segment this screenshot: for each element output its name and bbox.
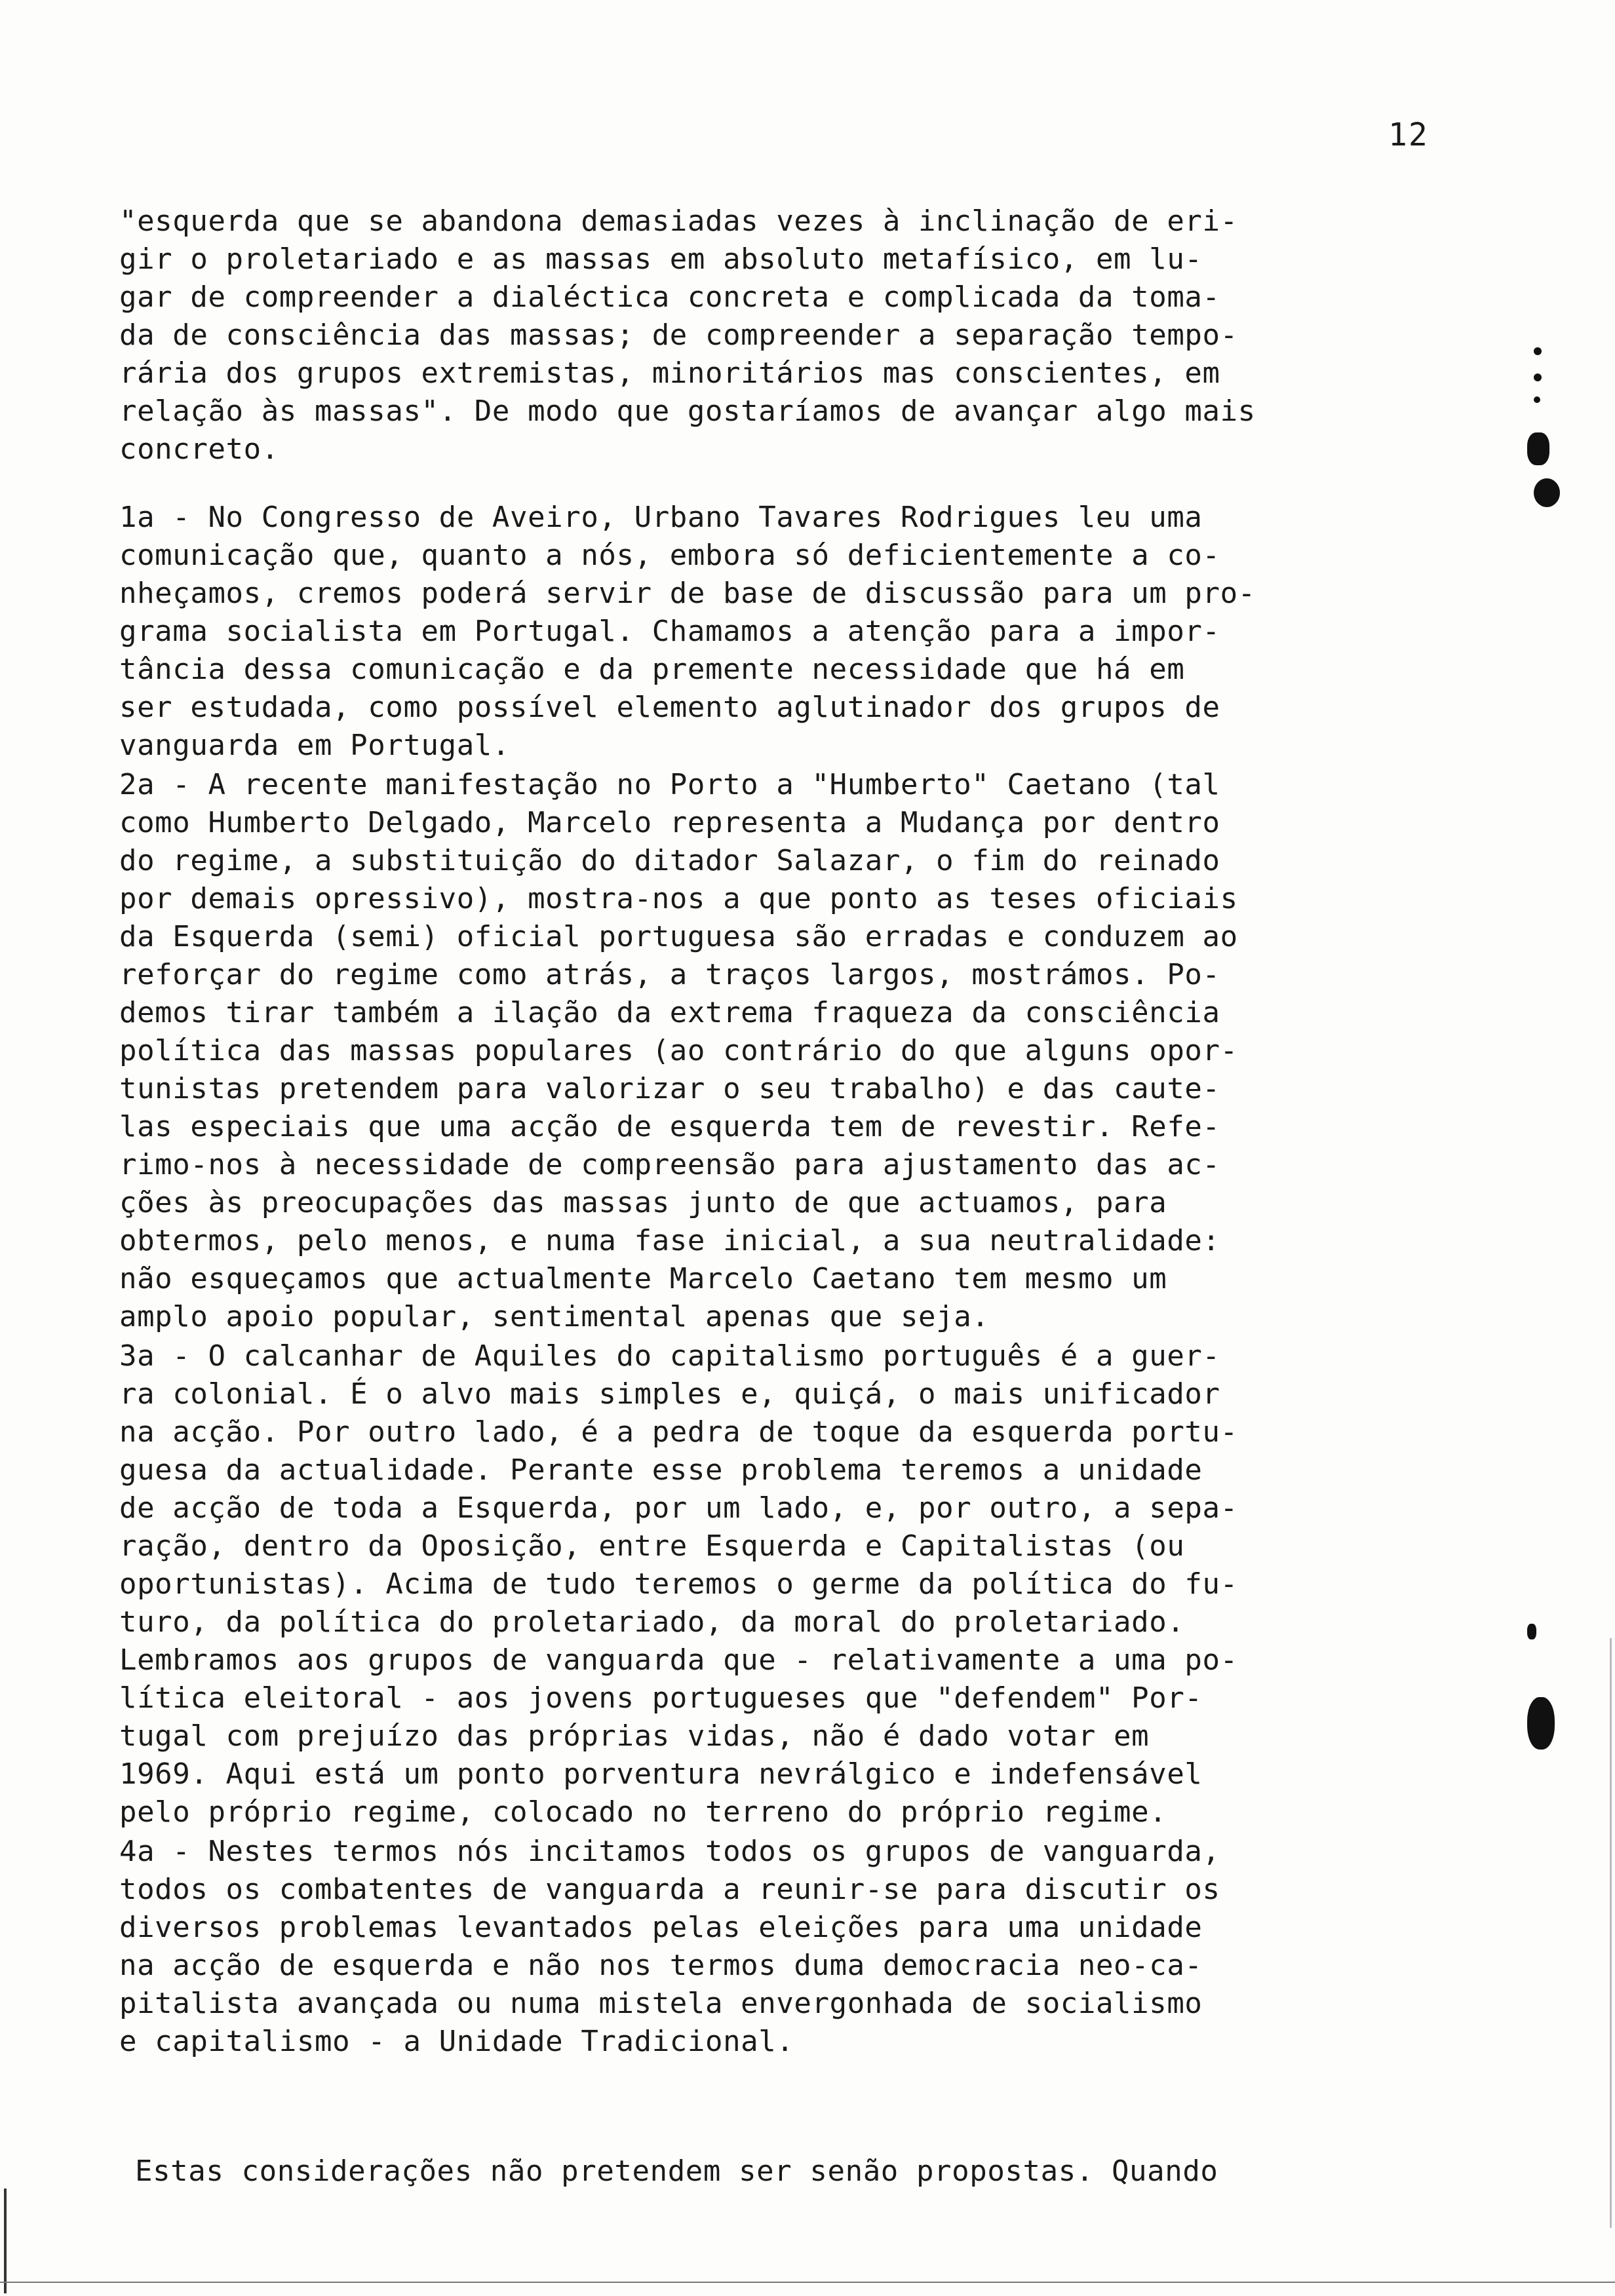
text-line: oportunistas). Acima de tudo teremos o germe da política do fu- (119, 1567, 1238, 1601)
text-line: gar de compreender a dialéctica concreta e complicada da toma- (119, 280, 1220, 314)
text-line: concreto. (119, 432, 279, 466)
text-line: do regime, a substituição do ditador Salazar, o fim do reinado (119, 844, 1220, 877)
text-line: da de consciência das massas; de compreender a separação tempo- (119, 318, 1238, 352)
text-line: rimo-nos à necessidade de compreensão para ajustamento das ac- (119, 1148, 1220, 1181)
punch-hole-mark (1534, 396, 1540, 403)
page-number: 12 (1388, 117, 1429, 153)
text-line: 2a - A recente manifestação no Porto a "Humberto" Caetano (tal (119, 768, 1220, 801)
text-line: reforçar do regime como atrás, a traços largos, mostrámos. Po- (119, 958, 1220, 991)
text-line: 3a - O calcanhar de Aquiles do capitalismo português é a guer- (119, 1339, 1220, 1373)
text-line: rária dos grupos extremistas, minoritários mas conscientes, em (119, 356, 1220, 390)
text-line: ções às preocupações das massas junto de que actuamos, para (119, 1186, 1167, 1219)
text-line: política das massas populares (ao contrário do que alguns opor- (119, 1034, 1238, 1067)
text-line: amplo apoio popular, sentimental apenas que seja. (119, 1300, 990, 1333)
punch-hole-mark (1527, 1697, 1555, 1750)
text-line: da Esquerda (semi) oficial portuguesa são erradas e conduzem ao (119, 920, 1238, 953)
text-line: 4a - Nestes termos nós incitamos todos os grupos de vanguarda, (119, 1835, 1220, 1868)
text-line: Lembramos aos grupos de vanguarda que - relativamente a uma po- (119, 1643, 1238, 1677)
text-line: guesa da actualidade. Perante esse problema teremos a unidade (119, 1453, 1203, 1487)
text-line: na acção de esquerda e não nos termos duma democracia neo-ca- (119, 1949, 1203, 1982)
closing-line: Estas considerações não pretendem ser senão propostas. Quando (135, 2154, 1218, 2188)
text-line: lítica eleitoral - aos jovens portugueses que "defendem" Por- (119, 1681, 1203, 1715)
text-line: pitalista avançada ou numa mistela envergonhada de socialismo (119, 1987, 1203, 2020)
text-line: 1969. Aqui está um ponto porventura nevrálgico e indefensável (119, 1757, 1203, 1791)
text-line: ra colonial. É o alvo mais simples e, quiçá, o mais unificador (119, 1377, 1220, 1411)
punch-hole-mark (1534, 478, 1560, 507)
text-line: todos os combatentes de vanguarda a reunir-se para discutir os (119, 1873, 1220, 1906)
text-line: pelo próprio regime, colocado no terreno do próprio regime. (119, 1795, 1167, 1829)
text-line: turo, da política do proletariado, da moral do proletariado. (119, 1605, 1185, 1639)
scan-edge (0, 2282, 1615, 2283)
text-line: tunistas pretendem para valorizar o seu trabalho) e das caute- (119, 1072, 1220, 1105)
text-line: por demais opressivo), mostra-nos a que ponto as teses oficiais (119, 882, 1238, 915)
text-line: ração, dentro da Oposição, entre Esquerda e Capitalistas (ou (119, 1529, 1185, 1563)
text-line: vanguarda em Portugal. (119, 729, 510, 762)
text-line: como Humberto Delgado, Marcelo representa a Mudança por dentro (119, 806, 1220, 839)
text-line: na acção. Por outro lado, é a pedra de toque da esquerda portu- (119, 1415, 1238, 1449)
text-line: relação às massas". De modo que gostaríamos de avançar algo mais (119, 394, 1256, 428)
text-line: nheçamos, cremos poderá servir de base de discussão para um pro- (119, 577, 1256, 610)
text-line: ser estudada, como possível elemento aglutinador dos grupos de (119, 691, 1220, 724)
text-line: 1a - No Congresso de Aveiro, Urbano Tavares Rodrigues leu uma (119, 501, 1203, 534)
text-line: demos tirar também a ilação da extrema fraqueza da consciência (119, 996, 1220, 1029)
text-line: obtermos, pelo menos, e numa fase inicial, a sua neutralidade: (119, 1224, 1220, 1257)
text-line: las especiais que uma acção de esquerda tem de revestir. Refe- (119, 1110, 1220, 1143)
scan-edge (1610, 1638, 1612, 2228)
text-line: grama socialista em Portugal. Chamamos a atenção para a impor- (119, 615, 1220, 648)
text-line: não esqueçamos que actualmente Marcelo Caetano tem mesmo um (119, 1262, 1167, 1295)
scan-edge (4, 2189, 7, 2293)
text-line: diversos problemas levantados pelas eleições para uma unidade (119, 1911, 1203, 1944)
text-line: tugal com prejuízo das próprias vidas, não é dado votar em (119, 1719, 1150, 1753)
punch-hole-mark (1534, 373, 1542, 381)
text-line: de acção de toda a Esquerda, por um lado, e, por outro, a sepa- (119, 1491, 1238, 1525)
punch-hole-mark (1527, 432, 1549, 465)
punch-hole-mark (1534, 347, 1542, 355)
text-line: tância dessa comunicação e da premente necessidade que há em (119, 653, 1185, 686)
text-line: comunicação que, quanto a nós, embora só deficientemente a co- (119, 539, 1220, 572)
text-line: e capitalismo - a Unidade Tradicional. (119, 2025, 794, 2058)
text-line: gir o proletariado e as massas em absoluto metafísico, em lu- (119, 242, 1203, 276)
punch-hole-mark (1527, 1624, 1536, 1639)
text-line: "esquerda que se abandona demasiadas vezes à inclinação de eri- (119, 204, 1238, 238)
